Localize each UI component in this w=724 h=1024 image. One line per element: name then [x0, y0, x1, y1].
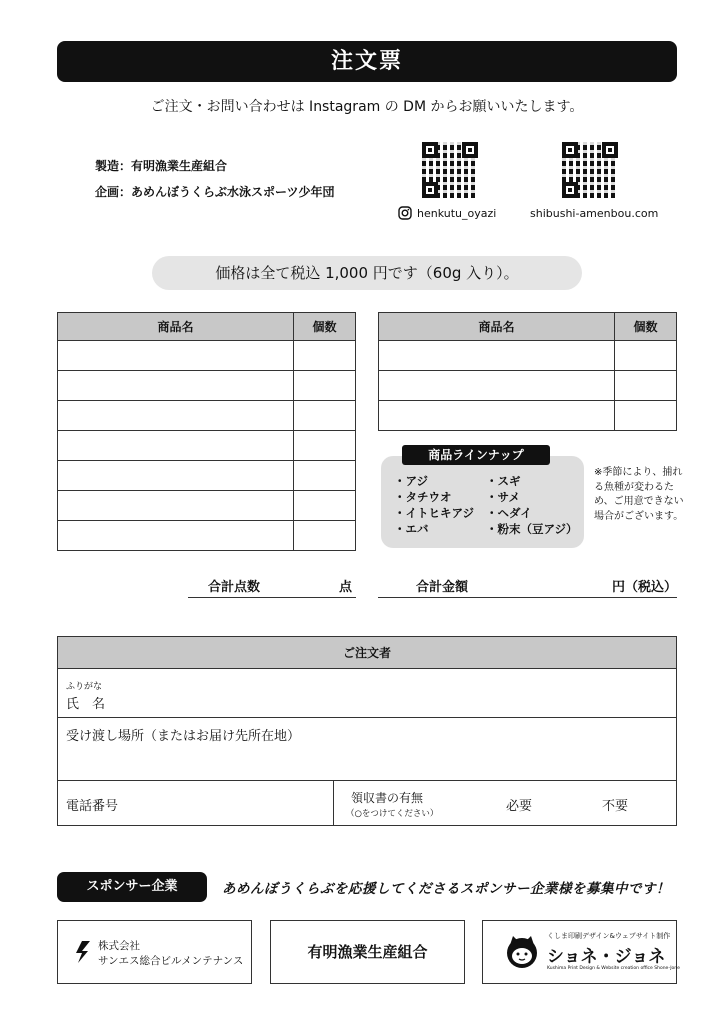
place-field[interactable] [58, 718, 676, 780]
table-row[interactable] [58, 431, 356, 461]
total-amount-field[interactable] [378, 576, 677, 598]
maker-planning: 企画：あめんぼうくらぶ水泳スポーツ少年団 [95, 185, 335, 199]
sponsor-card-sanesu [57, 920, 252, 984]
lineup-item: ・ヘダイ [486, 506, 532, 520]
name-field[interactable] [58, 669, 676, 717]
product-cell[interactable] [379, 341, 615, 371]
col-qty-header: 個数 [294, 313, 356, 341]
product-cell[interactable] [58, 341, 294, 371]
sponsor-3-sub: Kushima Print Design & Website creation office Shone-Jone [547, 966, 680, 971]
product-cell[interactable] [58, 371, 294, 401]
table-row[interactable] [58, 491, 356, 521]
total-count-unit: 点 [338, 580, 352, 595]
lineup-heading: 商品ラインナップ [402, 445, 550, 465]
maker-manufacture: 製造：有明漁業生産組合 [95, 159, 228, 173]
receipt-label: 領収書の有無 [351, 791, 424, 805]
product-cell[interactable] [58, 461, 294, 491]
receipt-hint: （○をつけてください） [346, 809, 439, 819]
qty-cell[interactable] [294, 521, 356, 551]
intro-text: ご注文・お問い合わせは Instagram の DM からお願いいたします。 [150, 99, 584, 115]
product-cell[interactable] [58, 401, 294, 431]
sponsor-tag: スポンサー企業 [57, 872, 207, 902]
product-cell[interactable] [58, 521, 294, 551]
qty-cell[interactable] [294, 491, 356, 521]
sponsor-3-tagline: くしま印刷デザイン&ウェブサイト制作 [547, 932, 671, 940]
lineup-item: ・エバ [394, 522, 429, 536]
table-row[interactable] [58, 371, 356, 401]
lineup-item: ・スギ [486, 474, 521, 488]
name-label: 氏 名 [66, 697, 106, 712]
qty-cell[interactable] [615, 341, 677, 371]
qty-cell[interactable] [294, 431, 356, 461]
instagram-handle: henkutu_oyazi [417, 206, 497, 220]
divider [333, 780, 334, 826]
qty-cell[interactable] [294, 341, 356, 371]
table-row[interactable] [58, 521, 356, 551]
lineup-box [381, 456, 584, 548]
lineup-col-2 [486, 473, 578, 537]
col-product-header: 商品名 [379, 313, 615, 341]
table-row[interactable] [58, 341, 356, 371]
sponsor-3-name: ショネ・ジョネ [547, 947, 666, 967]
lineup-item: ・アジ [394, 474, 429, 488]
sponsor-card-shonejone [482, 920, 680, 984]
orderer-form [57, 636, 677, 826]
sanesu-logo-icon [76, 941, 92, 963]
total-amount-unit: 円（税込） [611, 580, 677, 595]
instagram-qr-code[interactable] [422, 142, 478, 198]
order-table-right [378, 312, 677, 431]
cat-logo-icon [505, 935, 539, 969]
instagram-icon [398, 206, 412, 220]
lineup-item: ・粉末（豆アジ） [486, 522, 578, 536]
product-cell[interactable] [58, 431, 294, 461]
total-amount-label: 合計金額 [416, 580, 469, 595]
instagram-link[interactable] [398, 206, 496, 220]
lineup-item: ・イトヒキアジ [394, 506, 475, 520]
table-row[interactable] [58, 461, 356, 491]
table-row[interactable] [379, 401, 677, 431]
order-table-left [57, 312, 356, 551]
sponsor-card-ariake [270, 920, 465, 984]
phone-label: 電話番号 [66, 799, 119, 814]
product-cell[interactable] [379, 371, 615, 401]
product-cell[interactable] [379, 401, 615, 431]
sponsor-2-name: 有明漁業生産組合 [307, 943, 428, 961]
place-label: 受け渡し場所（またはお届け先所在地） [66, 729, 301, 744]
sponsor-message: あめんぼうくらぶを応援してくださるスポンサー企業様を募集中です！ [222, 881, 670, 897]
col-qty-header: 個数 [615, 313, 677, 341]
price-note: 価格は全て税込 1,000 円です（60g 入り）。 [152, 256, 582, 290]
qty-cell[interactable] [615, 401, 677, 431]
phone-field[interactable] [58, 781, 333, 825]
qty-cell[interactable] [294, 461, 356, 491]
total-count-label: 合計点数 [208, 580, 261, 595]
qty-cell[interactable] [294, 401, 356, 431]
website-url[interactable]: shibushi-amenbou.com [530, 207, 659, 220]
col-product-header: 商品名 [58, 313, 294, 341]
qty-cell[interactable] [294, 371, 356, 401]
total-count-field[interactable] [188, 576, 356, 598]
furigana-label: ふりがな [66, 682, 103, 692]
sponsor-1-line2: サンエス総合ビルメンテナンス [98, 955, 244, 967]
lineup-col-1 [394, 473, 474, 537]
sponsor-1-line1: 株式会社 [98, 940, 140, 952]
product-cell[interactable] [58, 491, 294, 521]
lineup-item: ・サメ [486, 490, 521, 504]
orderer-heading: ご注文者 [58, 637, 676, 669]
website-qr-code[interactable] [562, 142, 618, 198]
receipt-no-need-option[interactable]: 不要 [602, 799, 629, 814]
page-title: 注文票 [57, 41, 677, 82]
receipt-need-option[interactable]: 必要 [506, 799, 533, 814]
lineup-item: ・タチウオ [394, 490, 452, 504]
qty-cell[interactable] [615, 371, 677, 401]
table-row[interactable] [379, 341, 677, 371]
table-row[interactable] [379, 371, 677, 401]
season-note: ※季節により、捕れる魚種が変わるため、ご用意できない場合がございます。 [594, 467, 684, 522]
table-row[interactable] [58, 401, 356, 431]
